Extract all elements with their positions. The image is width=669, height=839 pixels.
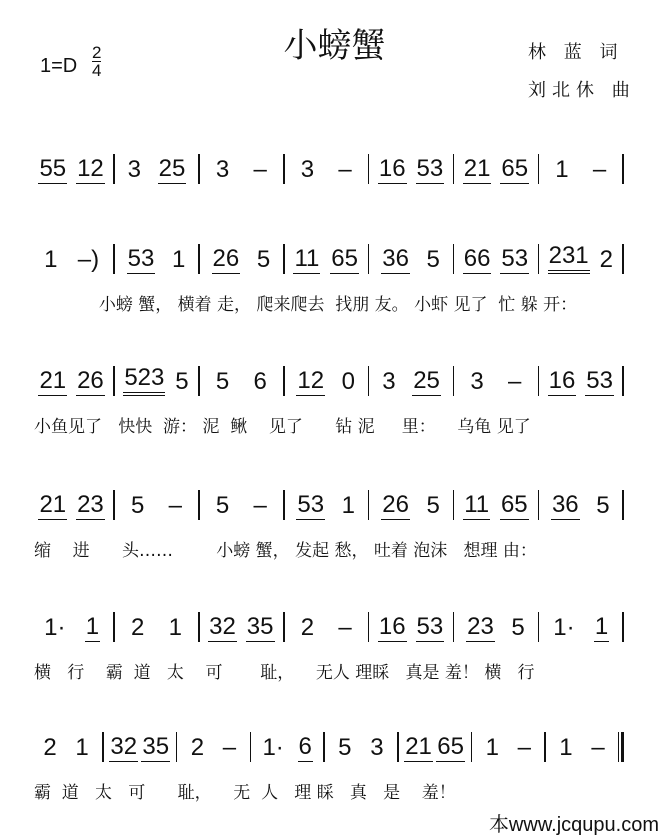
measure [289,156,364,184]
note-group: 231 [548,242,590,274]
note-group: 21 [39,491,67,518]
notation-row [34,362,628,396]
note-group: 5 [130,492,145,519]
measure [204,156,279,184]
barline [538,366,540,396]
measure [119,245,194,274]
measure [289,614,364,642]
barline [323,732,325,762]
barline [368,490,370,520]
note-group: – [338,156,352,183]
note-group: 26 [77,367,104,394]
measure [255,733,319,762]
measure [543,156,618,184]
note-group: 21 [463,155,491,182]
barline [198,244,200,274]
measure [403,733,467,762]
barline [453,154,455,184]
note-group: 5 [511,614,525,641]
barline [622,244,624,274]
notation-row [34,608,628,642]
note-group: 2 [300,614,315,641]
note-group: 16 [378,613,406,640]
measure [543,491,618,520]
note-group: 1 [168,614,182,641]
barline [538,490,540,520]
note-group: 32 [110,733,138,760]
note-group: 35 [246,613,274,640]
note-group: 1 [75,734,89,761]
note-group: 16 [378,155,406,182]
measure [373,367,448,396]
note-group: 6 [253,368,267,395]
note-group: – [591,734,605,761]
barline [198,490,200,520]
note-group: 25 [413,367,440,394]
barline [368,154,370,184]
note-group: –) [77,246,100,273]
note-group: 23 [467,613,494,640]
lyrics-line: 小螃 蟹， 横着 走， 爬来爬去 找朋 友。 小虾 见了 忙 躲 开： [34,295,578,315]
notation-row [34,240,628,274]
note-group: 3 [470,368,484,395]
barline [198,612,200,642]
measure [543,242,618,274]
measure [204,613,279,642]
note-group: 53 [416,613,444,640]
measure [34,734,98,762]
note-group: 523 [123,364,165,396]
lyrics-line: 缩 进 头…… 小螃 蟹， 发起 愁， 吐着 泡沫 想理 由： [34,541,537,561]
note-group: 66 [463,245,491,272]
note-group: 25 [158,155,186,182]
note-group: – [338,614,352,641]
note-group: 1 [85,613,100,640]
note-group: 2 [130,614,145,641]
note-group: 26 [212,245,240,272]
measure [550,734,614,762]
note-group: – [517,734,531,761]
barline [397,732,399,762]
note-group: 32 [209,613,236,640]
barline [538,612,540,642]
note-group: 1 [171,246,186,273]
note-group: 2 [43,734,57,761]
measure [289,367,364,396]
note-group: 11 [294,245,320,272]
notation-row [34,486,628,520]
time-signature [92,44,101,79]
note-group: 65 [437,733,464,760]
measure [458,368,533,396]
measure [329,734,393,762]
note-group: 1 [555,156,569,183]
barline [538,244,540,274]
barline [368,244,370,274]
measure [373,613,448,642]
barline [368,612,370,642]
measure [119,492,194,520]
note-group: 3 [382,368,396,395]
barline [453,366,455,396]
barline [113,612,115,642]
barline [283,366,285,396]
barline [453,490,455,520]
lyrics-line: 霸 道 太 可 耻， 无 人 理 睬 真 是 羞！ [34,783,456,803]
measure [34,613,109,642]
measure [34,155,109,184]
note-group: 53 [416,155,444,182]
lyricist-credit: 林 蓝 词 [528,42,624,63]
measure [119,364,194,396]
barline [618,732,624,762]
barline [198,366,200,396]
note-group: 5 [215,492,230,519]
measure [543,367,618,396]
key-signature: 1=D [40,55,78,77]
barline [283,154,285,184]
barline [471,732,473,762]
measure [458,245,533,274]
note-group: 53 [586,367,613,394]
measure [373,155,448,184]
note-group: 3 [300,156,315,183]
meter-top: 2 [92,43,102,62]
barline [622,154,624,184]
measure [204,368,279,396]
measure [289,245,364,274]
note-group: 65 [501,155,529,182]
note-group: 36 [382,245,409,272]
measure [543,613,618,642]
note-group: – [253,492,267,519]
measure [34,491,109,520]
note-group: 36 [551,491,579,518]
barline [113,490,115,520]
note-group: 26 [382,491,409,518]
lyrics-line: 横 行 霸 道 太 可 耻， 无人 理睬 真是 羞！ 横 行 [34,663,535,683]
barline [283,490,285,520]
measure [458,155,533,184]
note-group: 53 [501,245,529,272]
note-group: 53 [127,245,155,272]
note-group: 1 [594,613,609,640]
measure [373,245,448,274]
note-group: 55 [39,155,67,182]
measure [34,246,109,274]
barline [102,732,104,762]
note-group: 53 [297,491,325,518]
note-group: 1 [341,492,356,519]
barline [453,244,455,274]
barline [453,612,455,642]
barline [622,490,624,520]
barline [544,732,546,762]
note-group: 3 [215,156,230,183]
note-group: 1 [559,734,573,761]
notation-row [34,728,628,762]
barline [622,612,624,642]
meter-bottom: 4 [92,61,102,80]
barline [113,154,115,184]
measure [373,491,448,520]
note-group: 21 [39,367,67,394]
barline [622,366,624,396]
barline [113,244,115,274]
lyrics-line: 小鱼见了 快快 游： 泥 鳅 见了 钻 泥 里： 乌龟 见了 [34,417,531,437]
note-group: 1 [485,734,499,761]
note-group: – [222,734,237,761]
note-group: 16 [548,367,576,394]
measure [458,491,533,520]
note-group: – [508,368,522,395]
note-group: 6 [298,733,312,760]
measure [476,734,540,762]
measure [119,155,194,184]
note-group: 65 [331,245,358,272]
note-group: 65 [500,491,528,518]
measure [204,245,279,274]
measure [108,733,172,762]
note-group: 1· [262,734,284,761]
note-group: 3 [370,734,384,761]
measure [204,492,279,520]
notation-row [34,150,628,184]
note-group: 11 [464,491,490,518]
barline [198,154,200,184]
note-group: – [592,156,607,183]
measure [458,613,533,642]
note-group: 1· [44,614,66,641]
note-group: 35 [142,733,170,760]
measure [34,367,109,396]
note-group: 5 [256,246,271,273]
note-group: 12 [77,155,104,182]
measure [181,734,245,762]
composer-credit: 刘北休 曲 [528,80,636,101]
note-group: 5 [596,492,610,519]
song-title: 小螃蟹 [283,26,386,66]
barline [283,244,285,274]
barline [250,732,252,762]
note-group: – [253,156,267,183]
note-group: 23 [77,491,104,518]
note-group: 0 [341,368,356,395]
note-group: 5 [426,246,440,273]
barline [283,612,285,642]
note-group: 3 [127,156,142,183]
note-group: 5 [215,368,230,395]
barline [113,366,115,396]
note-group: 21 [405,733,432,760]
measure [119,614,194,642]
measure [289,491,364,520]
note-group: 12 [297,367,325,394]
note-group: 5 [426,492,440,519]
note-group: 2 [599,246,613,273]
barline [538,154,540,184]
note-group: 1 [44,246,58,273]
barline [176,732,178,762]
note-group: – [168,492,182,519]
note-group: 2 [190,734,205,761]
note-group: 5 [175,368,189,395]
note-group: 5 [338,734,352,761]
barline [368,366,370,396]
note-group: 1· [553,614,575,641]
watermark: 本www.jcqupu.com [488,814,659,836]
